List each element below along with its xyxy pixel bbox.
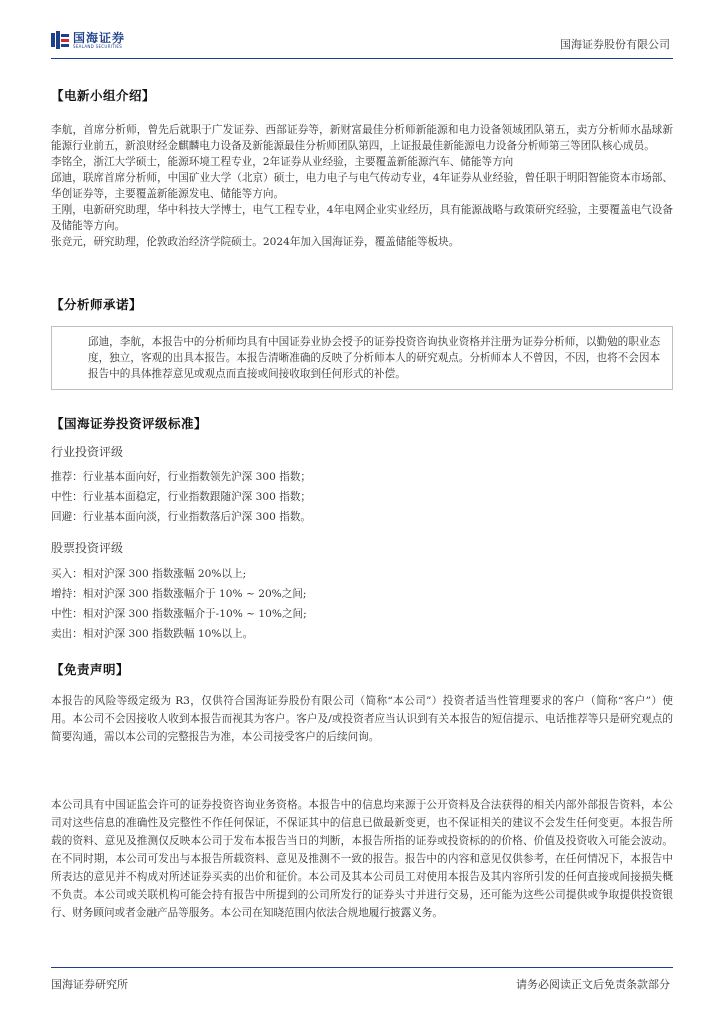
- team-section-title: 【电新小组介绍】: [51, 88, 156, 103]
- industry-rating-item: 中性：行业基本面稳定，行业指数跟随沪深 300 指数；: [51, 491, 312, 503]
- footer-institute: 国海证券研究所: [51, 978, 128, 991]
- logo-en-text: SEALAND SECURITIES: [73, 43, 123, 49]
- rating-section-title: 【国海证券投资评级标准】: [51, 416, 208, 431]
- team-member-para: 张竞元，研究助理，伦敦政治经济学院硕士。2024年加入国海证券，覆盖储能等板块。: [51, 236, 460, 248]
- disclaimer-para-1: [51, 692, 673, 746]
- footer-divider: [51, 967, 673, 968]
- disclaimer-para-2: [51, 796, 673, 922]
- team-member-para: 邱迪，联席首席分析师，中国矿业大学（北京）硕士，电力电子与电气传动专业，4年证券从业经验，曾任职于明阳智能资本市场部、华创证券等，主要覆盖新能源发电、储能等方向。: [51, 172, 673, 200]
- footer-notice: 请务必阅读正文后免责条款部分: [516, 978, 670, 991]
- industry-rating-list: [51, 467, 311, 527]
- disclaimer-section-title: 【免责声明】: [51, 662, 130, 677]
- sealand-logo-icon: [51, 31, 69, 49]
- stock-rating-item: 卖出：相对沪深 300 指数跌幅 10%以上。: [51, 628, 254, 640]
- disclaimer-text-2: 本公司具有中国证监会许可的证券投资咨询业务资格。本报告中的信息均来源于公开资料及合法获得的相关内部外部报告资料，本公司对这些信息的准确性及完整性不作任何保证，不保证其中的信息已做最新变更，也不保证相关的建议不会发生任何变更。本报告所载的资料、意见及推测仅反映本公司于发布本报告当日的判断，本报告所指的证券或投资标的的价格、价值及投资收入可能会波动。在不同时期，本公司可发出与本报告所载资料、意见及推测不一致的报告。报告中的内容和意见仅供参考，在任何情况下，本报告中所表达的意见并不构成对所述证券买卖的出价和征价。本公司及其本公司员工对使用本报告及其内容所引发的任何直接或间接损失概不负责。本公司或关联机构可能会持有报告中所提到的公司所发行的证券头寸并进行交易，还可能为这些公司提供或争取提供投资银行、财务顾问或者金融产品等服务。本公司在知晓范围内依法合规地履行披露义务。: [51, 799, 673, 919]
- stock-rating-list: [51, 564, 307, 644]
- commitment-text: 邱迪，李航，本报告中的分析师均具有中国证券业协会授予的证券投资咨询执业资格并注册为证券分析师，以勤勉的职业态度，独立，客观的出具本报告。本报告清晰准确的反映了分析师本人的研究观点。分析师本人不曾因，不因，也将不会因本报告中的具体推荐意见或观点而直接或间接收取到任何形式的补偿。: [88, 336, 661, 380]
- commitment-section-title: 【分析师承诺】: [51, 297, 143, 312]
- header-company-name: 国海证券股份有限公司: [560, 38, 670, 51]
- stock-rating-title: 股票投资评级: [51, 541, 124, 555]
- commitment-box: [51, 326, 673, 390]
- stock-rating-item: 增持：相对沪深 300 指数涨幅介于 10% ~ 20%之间;: [51, 588, 307, 600]
- industry-rating-item: 推荐：行业基本面向好，行业指数领先沪深 300 指数；: [51, 471, 312, 483]
- disclaimer-text-1: 本报告的风险等级定级为 R3，仅供符合国海证券股份有限公司（简称“本公司”）投资者适当性管理要求的客户（简称“客户”）使用。本公司不会因接收人收到本报告而视其为客户。客户及/或投资者应当认识到有关本报告的短信提示、电话推荐等只是研究观点的简要沟通，需以本公司的完整报告为准，本公司接受客户的后续问询。: [51, 695, 673, 743]
- stock-rating-item: 中性：相对沪深 300 指数涨幅介于-10% ~ 10%之间;: [51, 608, 307, 620]
- company-logo: [51, 31, 125, 49]
- team-member-para: 李铭全，浙江大学硕士，能源环境工程专业，2年证券从业经验，主要覆盖新能源汽车、储能等方向: [51, 156, 514, 168]
- team-member-para: 李航，首席分析师，曾先后就职于广发证券、西部证券等，新财富最佳分析师新能源和电力设备领域团队第五，卖方分析师水晶球新能源行业前五，新浪财经金麒麟电力设备及新能源最佳分析师团队第四，上证报最佳新能源电力设备分析师第三等团队核心成员。: [51, 124, 673, 152]
- header-divider: [51, 58, 673, 59]
- team-member-para: 王刚，电新研究助理，华中科技大学博士，电气工程专业，4年电网企业实业经历，具有能源战略与政策研究经验，主要覆盖电气设备及储能等方向。: [51, 204, 673, 232]
- logo-cn-text: 国海证券: [73, 30, 126, 45]
- team-intro: [51, 122, 673, 250]
- industry-rating-title: 行业投资评级: [51, 445, 124, 459]
- stock-rating-item: 买入：相对沪深 300 指数涨幅 20%以上;: [51, 568, 247, 580]
- industry-rating-item: 回避：行业基本面向淡，行业指数落后沪深 300 指数。: [51, 511, 312, 523]
